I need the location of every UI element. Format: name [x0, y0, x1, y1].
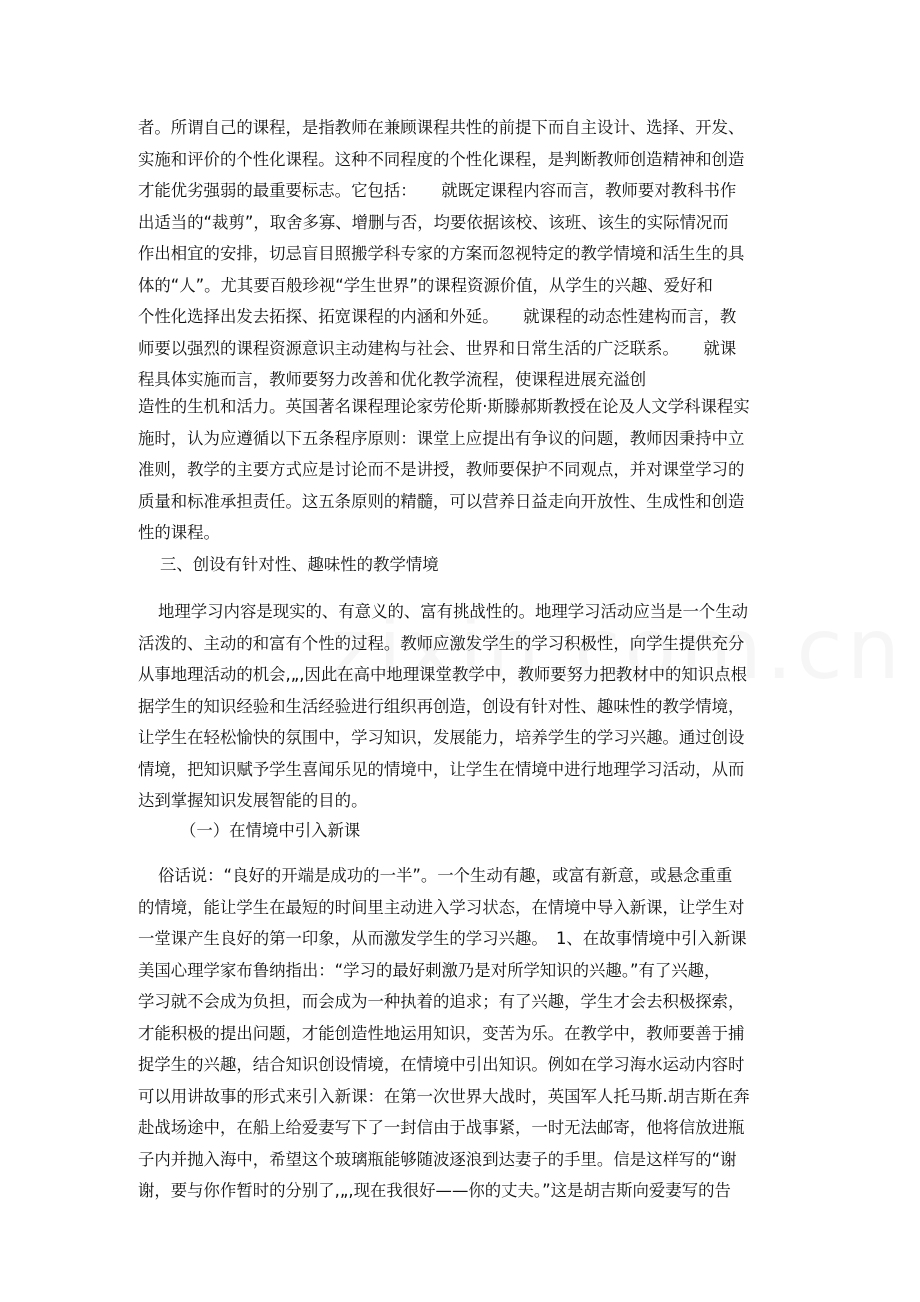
text-line: 活泼的、主动的和富有个性的过程。教师应激发学生的学习积极性，向学生提供充分	[138, 633, 745, 653]
paragraph-block-2	[138, 391, 778, 549]
text-line: 让学生在轻松愉快的氛围中，学习知识，发展能力，培养学生的学习兴趣。通过创设	[138, 728, 745, 747]
text-line: 子内并抛入海中，希望这个玻璃瓶能够随波逐浪到达妻子的手里。信是这样写的“谢	[138, 1149, 737, 1169]
text-line: 的情境，能让学生在最短的时间里主动进入学习状态，在情境中导入新课，让学生对	[138, 897, 745, 917]
paragraph-block-3	[138, 596, 778, 817]
paragraph-block-1	[138, 112, 778, 396]
text-line: 美国心理学家布鲁纳指出：“学习的最好刺激乃是对所学知识的兴趣。”有了兴趣，	[138, 960, 721, 980]
text-line: 程具体实施而言，教师要努力改善和优化教学流程，使课程进展充溢创	[138, 370, 647, 389]
text-line: 实施和评价的个性化课程。这种不同程度的个性化课程，是判断教师创造精神和创造	[138, 149, 745, 169]
subsection-title: （一）在情境中引入新课	[180, 821, 361, 840]
text-line: 才能优劣强弱的最重要标志。它包括： 就既定课程内容而言，教师要对教科书作	[138, 181, 737, 200]
text-line: 一堂课产生良好的第一印象，从而激发学生的学习兴趣。 1、在故事情境中引入新课	[138, 929, 747, 948]
text-line: 施时，认为应遵循以下五条程序原则：课堂上应提出有争议的问题，教师因秉持中立	[138, 428, 745, 448]
text-line: 从事地理活动的机会,„,因此在高中地理课堂教学中，教师要努力把教材中的知识点根	[138, 665, 747, 684]
text-line: 学习就不会成为负担，而会成为一种执着的追求；有了兴趣，学生才会去积极探索，	[138, 992, 745, 1011]
text-line: 者。所谓自己的课程，是指教师在兼顾课程共性的前提下而自主设计、选择、开发、	[138, 118, 745, 137]
text-line: 性的课程。	[138, 523, 220, 542]
text-line: 赴战场途中，在船上给爱妻写下了一封信由于战事紧，一时无法邮寄，他将信放进瓶	[138, 1118, 745, 1137]
text-line: 个性化选择出发去拓探、拓宽课程的内涵和外延。 就课程的动态性建构而言，教	[138, 307, 737, 326]
text-line: 地理学习内容是现实的、有意义的、富有挑战性的。地理学习活动应当是一个生动	[158, 602, 749, 621]
text-line: 据学生的知识经验和生活经验进行组织再创造，创设有针对性、趣味性的教学情境，	[138, 696, 745, 716]
text-line: 俗话说：“良好的开端是成功的一半”。一个生动有趣，或富有新意，或悬念重重	[158, 866, 733, 885]
text-line: 可以用讲故事的形式来引入新课：在第一次世界大战时，英国军人托马斯.胡吉斯在奔	[138, 1086, 750, 1106]
section-title: 三、创设有针对性、趣味性的教学情境	[160, 555, 439, 574]
section-heading	[160, 549, 800, 581]
text-line: 出适当的“裁剪”，取舍多寡、增删与否，均要依据该校、该班、该生的实际情况而	[138, 212, 729, 232]
text-line: 谢，要与你作暂时的分别了,„,现在我很好——你的丈夫。”这是胡吉斯向爱妻写的告	[138, 1181, 731, 1200]
text-line: 才能积极的提出问题，才能创造性地运用知识，变苦为乐。在教学中，教师要善于捕	[138, 1023, 745, 1043]
text-line: 情境，把知识赋予学生喜闻乐见的情境中，让学生在情境中进行地理学习活动，从而	[138, 759, 745, 779]
text-line: 捉学生的兴趣，结合知识创设情境，在情境中引出知识。例如在学习海水运动内容时	[138, 1055, 745, 1074]
text-line: 体的“人”。尤其要百般珍视“学生世界”的课程资源价值，从学生的兴趣、爱好和	[138, 275, 713, 295]
text-line: 达到掌握知识发展智能的目的。	[138, 791, 368, 810]
text-line: 质量和标准承担责任。这五条原则的精髓，可以营养日益走向开放性、生成性和创造	[138, 491, 745, 511]
subsection-heading	[180, 815, 820, 847]
text-line: 作出相宜的安排，切忌盲目照搬学科专家的方案而忽视特定的教学情境和活生生的具	[138, 244, 745, 263]
paragraph-block-4	[138, 860, 778, 1207]
text-line: 师要以强烈的课程资源意识主动建构与社会、世界和日常生活的广泛联系。 就课	[138, 338, 737, 358]
text-line: 准则，教学的主要方式应是讨论而不是讲授，教师要保护不同观点，并对课堂学习的	[138, 460, 745, 479]
text-line: 造性的生机和活力。英国著名课程理论家劳伦斯·斯滕郝斯教授在论及人文学科课程实	[138, 397, 750, 416]
